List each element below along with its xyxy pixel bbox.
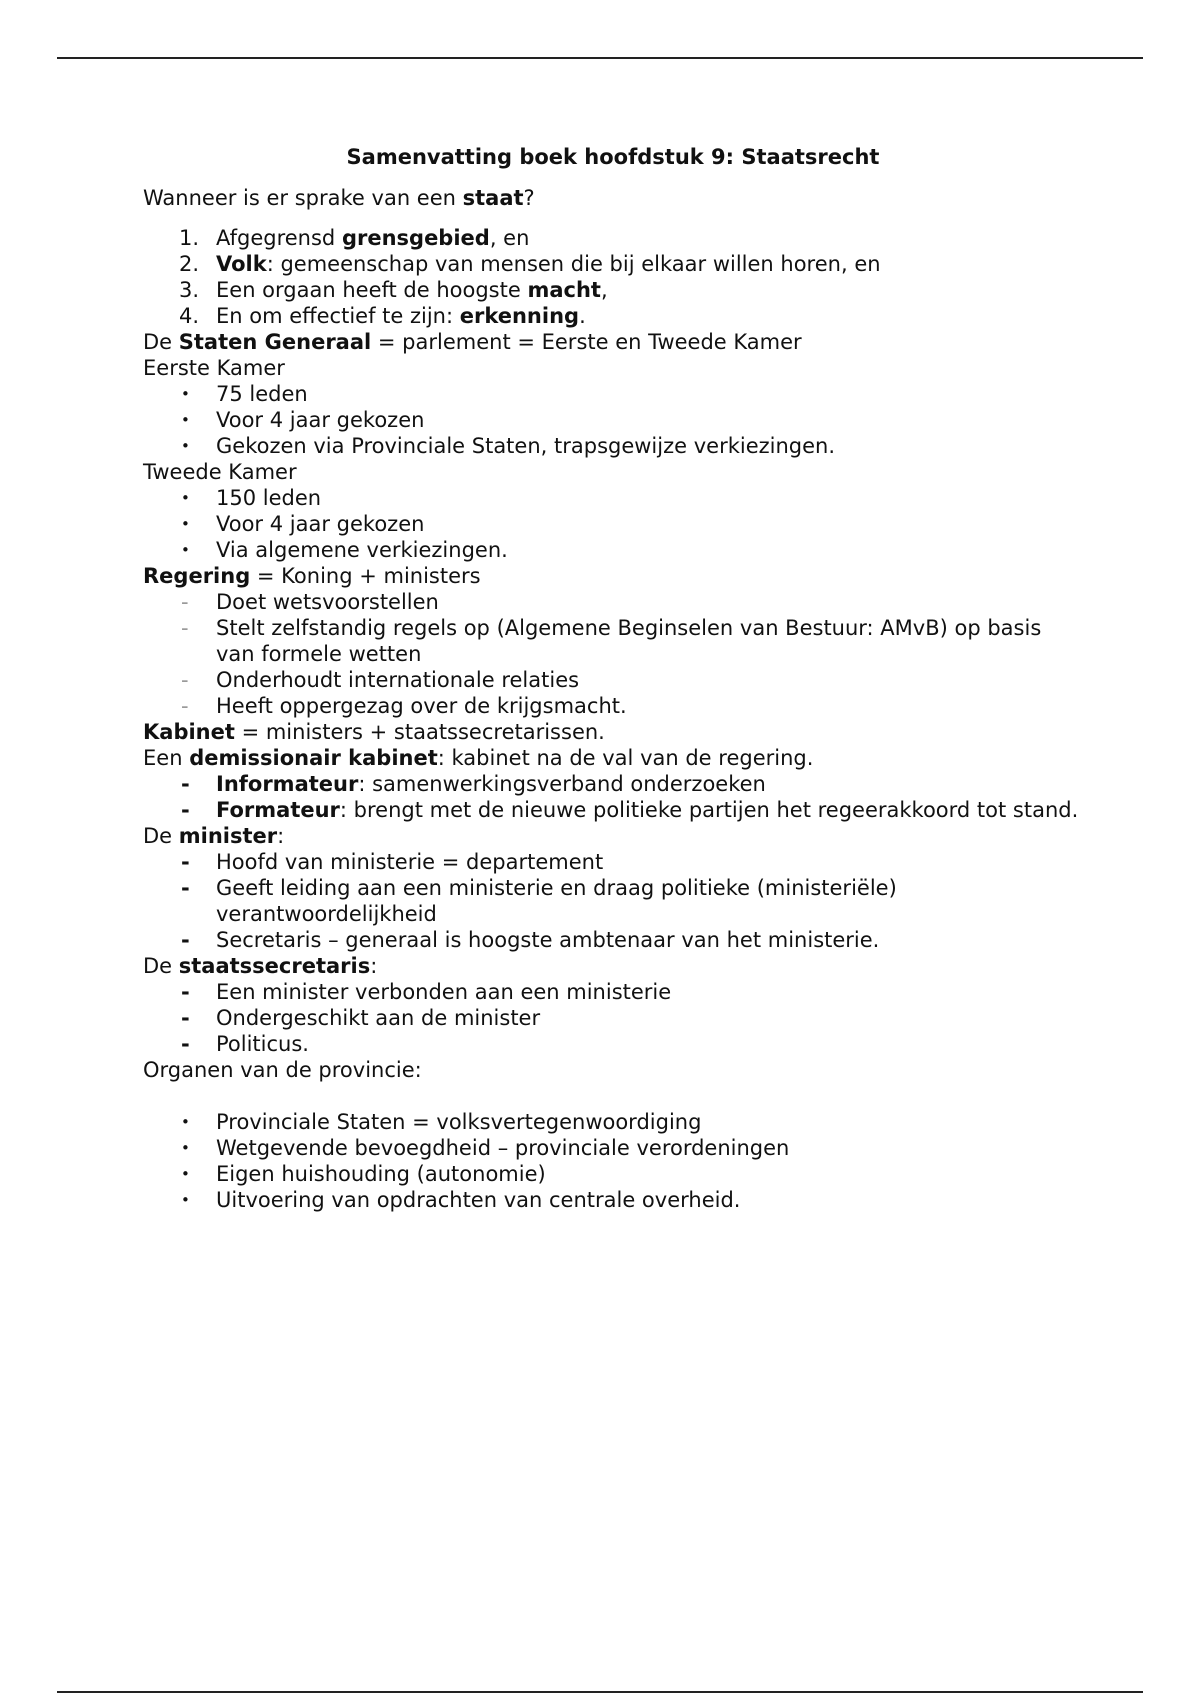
demissionair-line: Een demissionair kabinet: kabinet na de val van de regering. xyxy=(143,746,814,770)
tweede-kamer-heading: Tweede Kamer xyxy=(143,460,297,484)
staat-question: Wanneer is er sprake van een staat? xyxy=(143,186,535,210)
list-item: • Provinciale Staten = volksvertegenwoordiging xyxy=(181,1110,702,1134)
dash-icon: - xyxy=(181,1032,190,1056)
regering-line: Regering = Koning + ministers xyxy=(143,564,481,588)
list-item: • 150 leden xyxy=(181,486,322,510)
provincie-heading: Organen van de provincie: xyxy=(143,1058,422,1082)
list-item: - Onderhoudt internationale relaties xyxy=(181,668,580,692)
bullet-icon: • xyxy=(181,1191,190,1209)
bullet-icon: • xyxy=(181,411,190,429)
list-item: 2. Volk: gemeenschap van mensen die bij elkaar willen horen, en xyxy=(179,252,881,276)
dash-icon: - xyxy=(181,928,190,952)
list-item: 3. Een orgaan heeft de hoogste macht, xyxy=(179,278,608,302)
minister-list xyxy=(143,849,1083,953)
document-body xyxy=(143,143,1083,1213)
list-item: - Hoofd van ministerie = departement xyxy=(181,850,604,874)
kabinet-line: Kabinet = ministers + staatssecretarissen. xyxy=(143,720,605,744)
dash-icon: - xyxy=(181,590,189,614)
eerste-kamer-heading: Eerste Kamer xyxy=(143,356,285,380)
list-item: 1. Afgegrensd grensgebied, en xyxy=(179,226,530,250)
list-item: • Uitvoering van opdrachten van centrale overheid. xyxy=(181,1188,741,1212)
list-item: • 75 leden xyxy=(181,382,308,406)
list-item: - Secretaris – generaal is hoogste ambtenaar van het ministerie. xyxy=(181,928,880,952)
tweede-kamer-list xyxy=(143,485,1083,563)
bullet-icon: • xyxy=(181,1139,190,1157)
provincie-list xyxy=(143,1109,1083,1213)
list-item: - Doet wetsvoorstellen xyxy=(181,590,439,614)
list-item: 4. En om effectief te zijn: erkenning. xyxy=(179,304,586,328)
bullet-icon: • xyxy=(181,385,190,403)
bullet-icon: • xyxy=(181,437,190,455)
list-item: - Politicus. xyxy=(181,1032,309,1056)
dash-icon: - xyxy=(181,980,190,1004)
bullet-icon: • xyxy=(181,1165,190,1183)
list-item: • Via algemene verkiezingen. xyxy=(181,538,508,562)
regering-list xyxy=(143,589,1083,719)
dash-icon: - xyxy=(181,850,190,874)
list-item: • Voor 4 jaar gekozen xyxy=(181,512,425,536)
eerste-kamer-list xyxy=(143,381,1083,459)
list-item: • Wetgevende bevoegdheid – provinciale verordeningen xyxy=(181,1136,790,1160)
dash-icon: - xyxy=(181,772,190,796)
top-rule xyxy=(57,57,1143,59)
dash-icon: - xyxy=(181,1006,190,1030)
bottom-rule xyxy=(57,1691,1143,1693)
bullet-icon: • xyxy=(181,489,190,507)
dash-icon: - xyxy=(181,694,189,718)
bullet-icon: • xyxy=(181,515,190,533)
page-title: Samenvatting boek hoofdstuk 9: Staatsrecht xyxy=(346,145,880,169)
bullet-icon: • xyxy=(181,1113,190,1131)
list-item: - Een minister verbonden aan een ministerie xyxy=(181,980,672,1004)
list-item: • Eigen huishouding (autonomie) xyxy=(181,1162,546,1186)
staatssecretaris-list xyxy=(143,979,1083,1057)
dash-icon: - xyxy=(181,616,189,640)
list-item: - Informateur: samenwerkingsverband onderzoeken xyxy=(181,772,766,796)
dash-icon: - xyxy=(181,798,190,822)
staat-criteria-list xyxy=(143,225,1083,329)
bullet-icon: • xyxy=(181,541,190,559)
staten-generaal-line: De Staten Generaal = parlement = Eerste en Tweede Kamer xyxy=(143,330,802,354)
list-item: - Geeft leiding aan een ministerie en draag politieke (ministeriële) verantwoordelijkheid xyxy=(181,876,897,926)
list-item: • Voor 4 jaar gekozen xyxy=(181,408,425,432)
list-item: - Formateur: brengt met de nieuwe politieke partijen het regeerakkoord tot stand. xyxy=(181,798,1079,822)
list-item: - Heeft oppergezag over de krijgsmacht. xyxy=(181,694,627,718)
list-item: - Ondergeschikt aan de minister xyxy=(181,1006,541,1030)
list-item: • Gekozen via Provinciale Staten, trapsgewijze verkiezingen. xyxy=(181,434,836,458)
dash-icon: - xyxy=(181,876,190,900)
list-item: - Stelt zelfstandig regels op (Algemene Beginselen van Bestuur: AMvB) op basis van formele wetten xyxy=(181,616,1042,666)
demissionair-list xyxy=(143,771,1083,823)
minister-line: De minister: xyxy=(143,824,285,848)
dash-icon: - xyxy=(181,668,189,692)
staatssecretaris-line: De staatssecretaris: xyxy=(143,954,378,978)
